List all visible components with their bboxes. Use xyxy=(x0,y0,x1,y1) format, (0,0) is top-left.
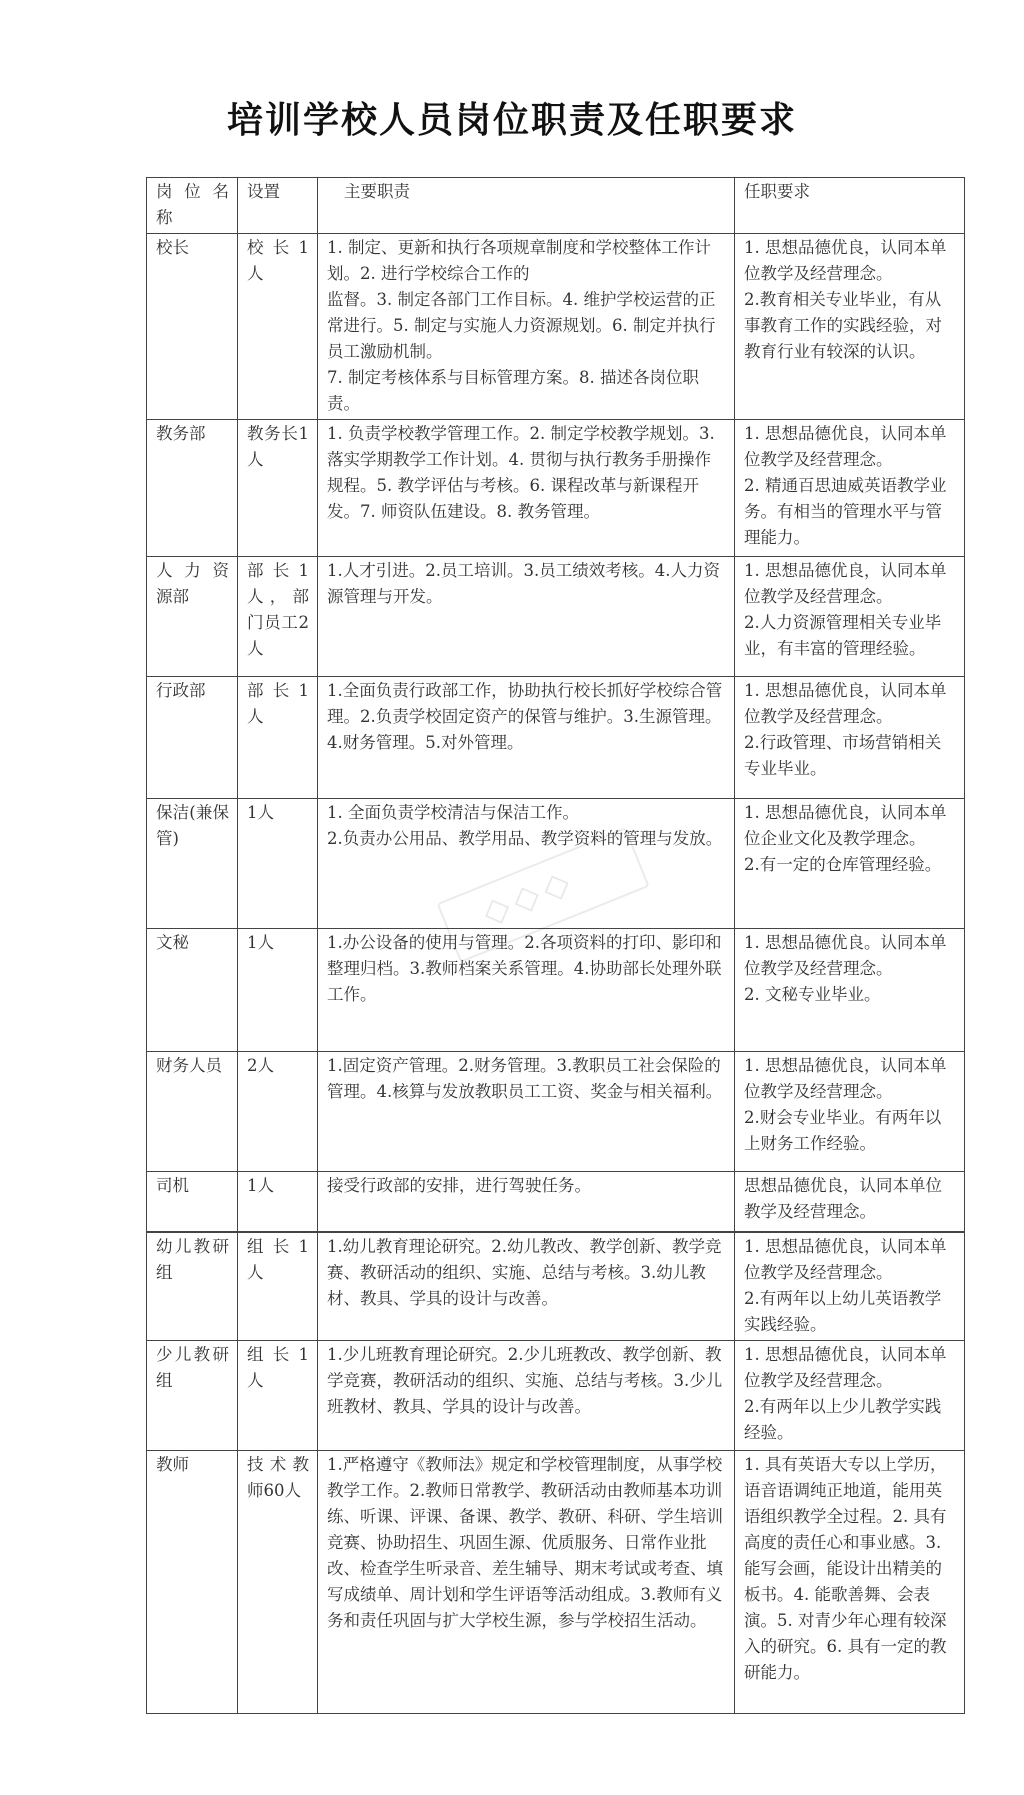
cell-duties: 1.幼儿教育理论研究。2.幼儿教改、教学创新、教学竞赛、教研活动的组织、实施、总结与考核。3.幼儿教材、教具、学具的设计与改善。 xyxy=(318,1233,735,1341)
cell-requirements: 思想品德优良，认同本单位教学及经营理念。 xyxy=(735,1172,965,1232)
cell-setup: 部 长 1人 xyxy=(238,677,318,799)
table-row-children-research xyxy=(147,1341,965,1451)
cell-setup: 1人 xyxy=(238,799,318,929)
cell-duties: 1.办公设备的使用与管理。2.各项资料的打印、影印和整理归档。3.教师档案关系管理。4.协助部长处理外联工作。 xyxy=(318,929,735,1052)
cell-requirements: 1. 思想品德优良，认同本单位教学及经营理念。 2.教育相关专业毕业，有从事教育工作的实践经验，对教育行业有较深的认识。 xyxy=(735,234,965,420)
cell-requirements: 1. 思想品德优良。认同本单位教学及经营理念。 2. 文秘专业毕业。 xyxy=(735,929,965,1052)
cell-setup: 组 长 1人 xyxy=(238,1341,318,1451)
table-row-human-resources xyxy=(147,557,965,677)
cell-duties: 1.少儿班教育理论研究。2.少儿班教改、教学创新、教学竞赛，教研活动的组织、实施、总结与考核。3.少儿班教材、教具、学具的设计与改善。 xyxy=(318,1341,735,1451)
cell-position: 文秘 xyxy=(147,929,238,1052)
cell-duties: 1. 负责学校教学管理工作。2. 制定学校教学规划。3. 落实学期教学工作计划。4. 贯彻与执行教务手册操作规程。5. 教学评估与考核。6. 课程改革与新课程开发。7. 师资队伍建设。8. 教务管理。 xyxy=(318,420,735,557)
table-row-principal xyxy=(147,234,965,420)
page-title: 培训学校人员岗位职责及任职要求 xyxy=(226,99,797,141)
header-setup: 设置 xyxy=(238,178,318,234)
cell-setup: 1人 xyxy=(238,1172,318,1232)
cell-requirements: 1. 思想品德优良，认同本单位教学及经营理念。 2.财会专业毕业。有两年以上财务工作经验。 xyxy=(735,1052,965,1172)
cell-requirements: 1. 具有英语大专以上学历，语音语调纯正地道，能用英语组织教学全过程。2. 具有高度的责任心和事业感。3. 能写会画，能设计出精美的板书。4. 能歌善舞、会表演。5. 对青少年心理有较深入的研究。6. 具有一定的教研能力。 xyxy=(735,1451,965,1714)
teaching-table-body xyxy=(147,1233,965,1714)
cell-requirements: 1. 思想品德优良，认同本单位教学及经营理念。 2.有两年以上幼儿英语教学实践经验。 xyxy=(735,1233,965,1341)
table-row-finance-staff xyxy=(147,1052,965,1172)
table-row-kindergarten-research xyxy=(147,1233,965,1341)
duties-table xyxy=(146,177,965,1232)
cell-position: 保洁(兼保管) xyxy=(147,799,238,929)
cell-duties: 1.人才引进。2.员工培训。3.员工绩效考核。4.人力资源管理与开发。 xyxy=(318,557,735,677)
cell-position: 司机 xyxy=(147,1172,238,1232)
cell-requirements: 1. 思想品德优良，认同本单位教学及经营理念。 2. 精通百思迪威英语教学业务。有相当的管理水平与管理能力。 xyxy=(735,420,965,557)
header-requirements: 任职要求 xyxy=(735,178,965,234)
table-row-administration xyxy=(147,677,965,799)
cell-setup: 2人 xyxy=(238,1052,318,1172)
cell-position: 少儿教研组 xyxy=(147,1341,238,1451)
duties-table-body xyxy=(147,178,965,1232)
watermark-glyph: ◇◇◇ xyxy=(476,859,582,934)
cell-position: 幼儿教研组 xyxy=(147,1233,238,1341)
header-duties xyxy=(318,178,735,234)
table-row-academic-affairs xyxy=(147,420,965,557)
cell-duties: 1.固定资产管理。2.财务管理。3.教职员工社会保险的管理。4.核算与发放教职员工工资、奖金与相关福利。 xyxy=(318,1052,735,1172)
cell-requirements: 1. 思想品德优良，认同本单位教学及经营理念。 2.人力资源管理相关专业毕业，有丰富的管理经验。 xyxy=(735,557,965,677)
cell-duties: 1.严格遵守《教师法》规定和学校管理制度，从事学校教学工作。2.教师日常教学、教研活动由教师基本功训练、听课、评课、备课、教学、教研、科研、学生培训竞赛、协助招生、巩固生源、优质服务、日常作业批改、检查学生听录音、差生辅导、期末考试或考查、填写成绩单、周计划和学生评语等活动组成。3.教师有义务和责任巩固与扩大学校生源，参与学校招生活动。 xyxy=(318,1451,735,1714)
header-duties-label: 主要职责 xyxy=(344,182,410,201)
header-position: 岗 位 名称 xyxy=(147,178,238,234)
table-row-cleaning-storage xyxy=(147,799,965,929)
cell-position: 财务人员 xyxy=(147,1052,238,1172)
cell-setup: 组 长 1人 xyxy=(238,1233,318,1341)
cell-requirements: 1. 思想品德优良，认同本单位企业文化及教学理念。 2.有一定的仓库管理经验。 xyxy=(735,799,965,929)
table-header-row xyxy=(147,178,965,234)
table-row-teacher xyxy=(147,1451,965,1714)
cell-setup: 教务长1人 xyxy=(238,420,318,557)
cell-requirements: 1. 思想品德优良，认同本单位教学及经营理念。 2.行政管理、市场营销相关专业毕业。 xyxy=(735,677,965,799)
table-row-secretary xyxy=(147,929,965,1052)
cell-duties: 1.全面负责行政部工作，协助执行校长抓好学校综合管理。2.负责学校固定资产的保管与维护。3.生源管理。4.财务管理。5.对外管理。 xyxy=(318,677,735,799)
cell-position: 校长 xyxy=(147,234,238,420)
cell-position: 人 力 资源部 xyxy=(147,557,238,677)
teaching-table xyxy=(146,1232,965,1714)
cell-duties: 接受行政部的安排，进行驾驶任务。 xyxy=(318,1172,735,1232)
cell-position: 教师 xyxy=(147,1451,238,1714)
cell-position: 行政部 xyxy=(147,677,238,799)
cell-setup: 校 长 1人 xyxy=(238,234,318,420)
cell-duties: 1. 全面负责学校清洁与保洁工作。 2.负责办公用品、教学用品、教学资料的管理与发放。 xyxy=(318,799,735,929)
cell-setup: 1人 xyxy=(238,929,318,1052)
table-row-driver xyxy=(147,1172,965,1232)
cell-position: 教务部 xyxy=(147,420,238,557)
cell-duties: 1. 制定、更新和执行各项规章制度和学校整体工作计划。2. 进行学校综合工作的 监督。3. 制定各部门工作目标。4. 维护学校运营的正常进行。5. 制定与实施人力资源规划。6. 制定并执行员工激励机制。 7. 制定考核体系与目标管理方案。8. 描述各岗位职责。 xyxy=(318,234,735,420)
cell-setup: 技术教师60人 xyxy=(238,1451,318,1714)
cell-requirements: 1. 思想品德优良，认同本单位教学及经营理念。 2.有两年以上少儿教学实践经验。 xyxy=(735,1341,965,1451)
cell-setup: 部 长 1人，部门员工2人 xyxy=(238,557,318,677)
